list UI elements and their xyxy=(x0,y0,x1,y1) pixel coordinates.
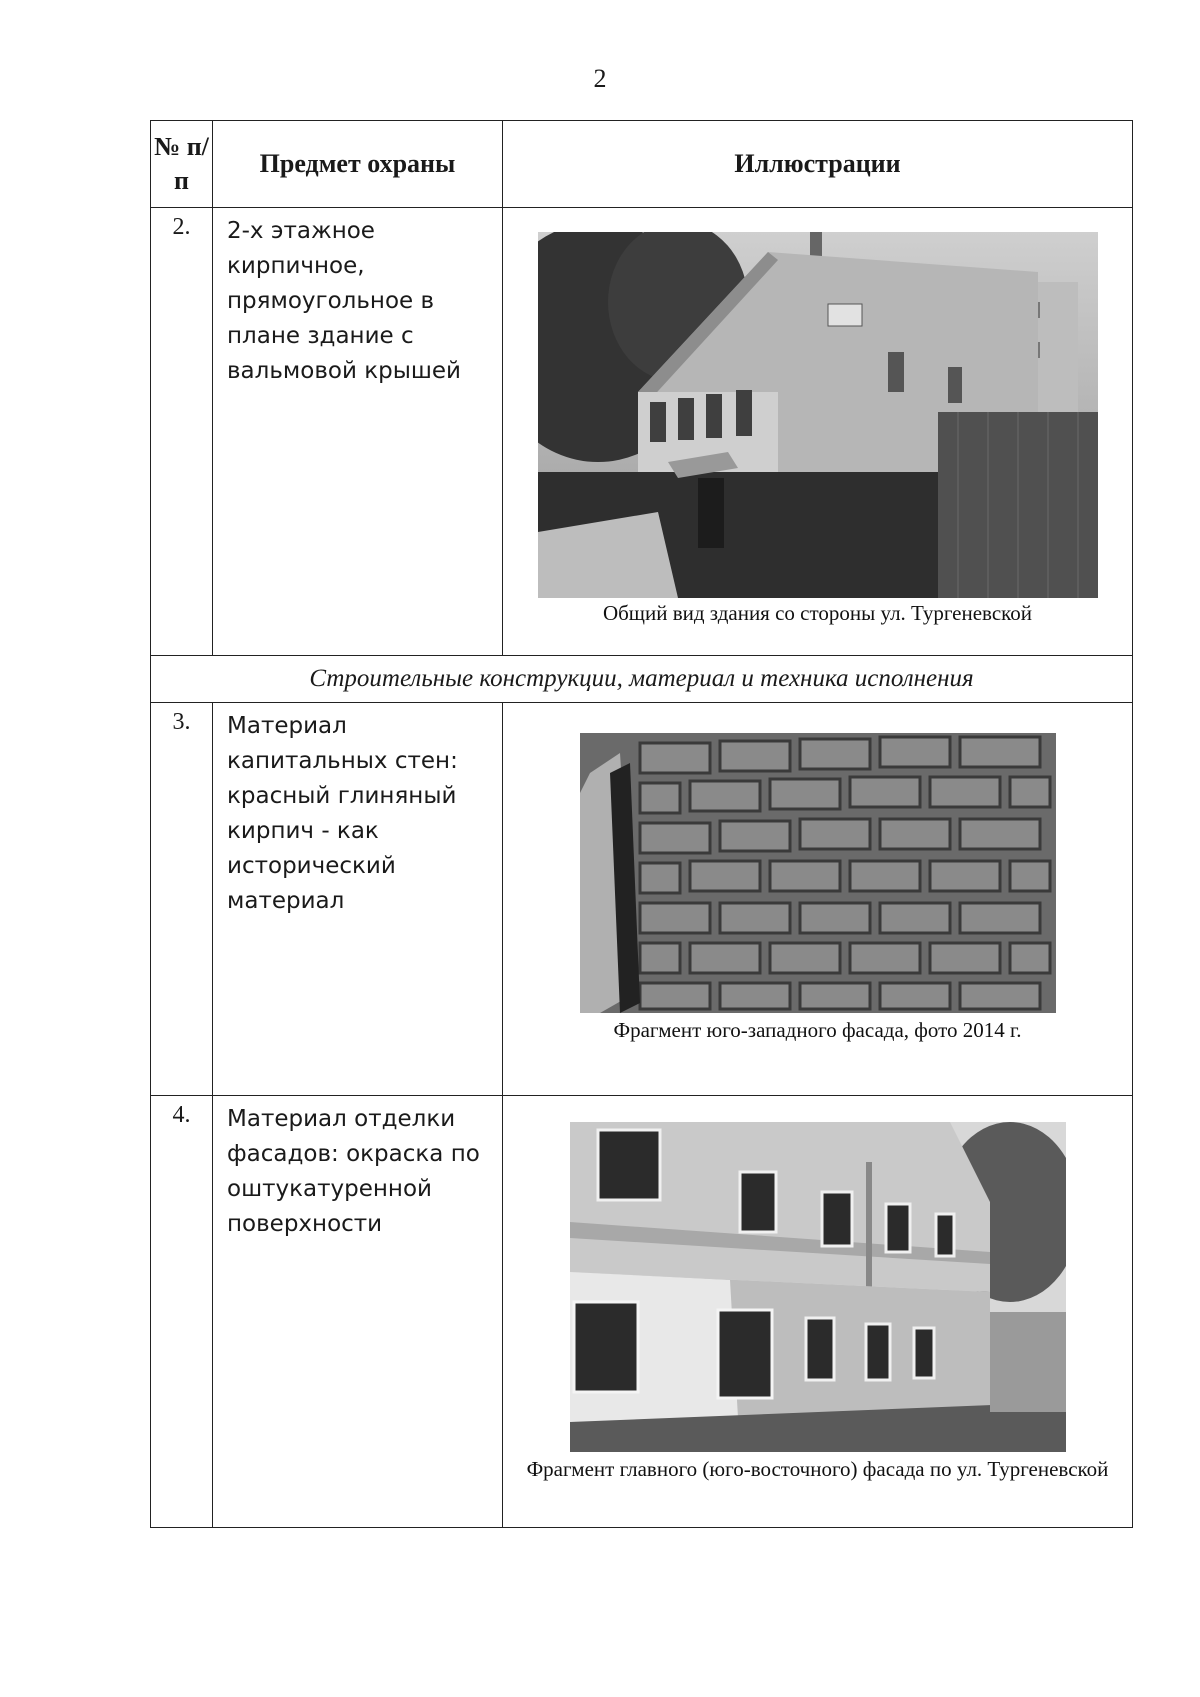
table-header-row xyxy=(151,121,1133,208)
brick-wall-photo xyxy=(580,733,1056,1013)
section-heading: Строительные конструкции, материал и техника исполнения xyxy=(151,656,1133,703)
table-row xyxy=(151,208,1133,656)
row-subject: 2-х этажное кирпичное, прямоугольное в плане здание с вальмовой крышей xyxy=(213,208,503,656)
building-photo xyxy=(538,232,1098,598)
table-row xyxy=(151,1096,1133,1528)
table-row xyxy=(151,703,1133,1096)
photo-caption: Фрагмент главного (юго-восточного) фасада по ул. Тургеневской xyxy=(526,1457,1109,1481)
row-illustration xyxy=(503,1096,1133,1528)
row-subject: Материал капитальных стен: красный глиняный кирпич - как исторический материал xyxy=(213,703,503,1096)
photo-caption: Общий вид здания со стороны ул. Тургеневской xyxy=(602,601,1033,625)
facade-photo xyxy=(570,1122,1066,1452)
photo-caption: Фрагмент юго-западного фасада, фото 2014 г. xyxy=(613,1018,1022,1042)
protection-subject-table xyxy=(150,120,1133,1528)
header-illustrations: Иллюстрации xyxy=(503,121,1133,208)
row-number: 4. xyxy=(151,1096,213,1528)
row-number: 3. xyxy=(151,703,213,1096)
page-number: 2 xyxy=(593,64,607,93)
row-subject: Материал отделки фасадов: окраска по оштукатуренной поверхности xyxy=(213,1096,503,1528)
section-heading-row xyxy=(151,656,1133,703)
row-number: 2. xyxy=(151,208,213,656)
header-subject: Предмет охраны xyxy=(213,121,503,208)
header-number: № п/п xyxy=(151,121,213,208)
row-illustration xyxy=(503,703,1133,1096)
row-illustration xyxy=(503,208,1133,656)
